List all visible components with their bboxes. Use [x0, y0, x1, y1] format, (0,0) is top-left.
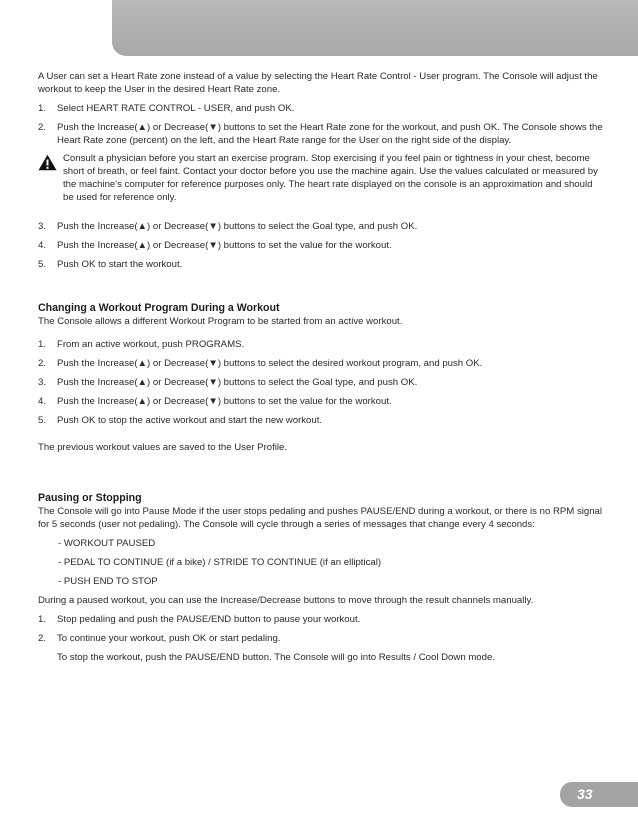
list-text: Push OK to start the workout.: [57, 259, 183, 270]
list-number: 1.: [38, 339, 47, 350]
manual-paragraph: During a paused workout, you can use the Increase/Decrease buttons to move through the result channels manually.: [38, 595, 534, 606]
list-text: Push the Increase(▲) or Decrease(▼) buttons to select the Goal type, and push OK.: [57, 221, 418, 232]
list-item: [38, 632, 604, 645]
message-item: - PUSH END TO STOP: [58, 576, 158, 587]
list-number: 4.: [38, 240, 47, 251]
list-item: [38, 239, 604, 252]
list-text: Push the Increase(▲) or Decrease(▼) buttons to set the value for the workout.: [57, 396, 392, 407]
list-number: 2.: [38, 358, 47, 369]
list-text: Push the Increase(▲) or Decrease(▼) buttons to select the Goal type, and push OK.: [57, 377, 418, 388]
list-text: Select HEART RATE CONTROL - USER, and push OK.: [57, 103, 295, 114]
list-item: [38, 102, 604, 115]
page-content: [38, 70, 604, 664]
list-text: Stop pedaling and push the PAUSE/END button to pause your workout.: [57, 614, 361, 625]
list-item: [38, 395, 604, 408]
list-number: 2.: [38, 633, 47, 644]
list-number: 2.: [38, 122, 47, 133]
list-text: Push OK to stop the active workout and start the new workout.: [57, 415, 323, 426]
list-item: [38, 376, 604, 389]
section-intro: The Console allows a different Workout Program to be started from an active workout.: [38, 316, 403, 327]
section-note: The previous workout values are saved to the User Profile.: [38, 442, 288, 453]
list-item: [38, 258, 604, 271]
section-heading-changing: Changing a Workout Program During a Workout: [38, 302, 280, 314]
list-number: 3.: [38, 221, 47, 232]
warning-box: [38, 152, 604, 204]
header-bar: [112, 0, 638, 56]
list-item: [38, 613, 604, 626]
intro-paragraph: A User can set a Heart Rate zone instead of a value by selecting the Heart Rate Control - User program. The Console will adjust the workout to keep the User in the desired Heart Rate zone.: [38, 71, 598, 95]
list-number: 4.: [38, 396, 47, 407]
list-text: Push the Increase(▲) or Decrease(▼) buttons to select the desired workout program, and push OK.: [57, 358, 483, 369]
list-number: 3.: [38, 377, 47, 388]
list-number: 1.: [38, 103, 47, 114]
list-text: Push the Increase(▲) or Decrease(▼) buttons to set the value for the workout.: [57, 240, 392, 251]
list-item: [38, 220, 604, 233]
list-text: To continue your workout, push OK or start pedaling.: [57, 633, 281, 644]
stop-note: To stop the workout, push the PAUSE/END button. The Console will go into Results / Cool Down mode.: [57, 652, 495, 663]
list-item: [38, 121, 604, 147]
warning-triangle-icon: [38, 152, 63, 204]
list-item: [38, 414, 604, 427]
warning-text: Consult a physician before you start an exercise program. Stop exercising if you feel pain or tightness in your chest, become short of breath, or feel faint. Contact your doctor before you use the machine again. Use the values calculated or measured by the machine's computer for reference purposes only. The heart rate displayed on the console is an approximation and should be used for reference only.: [63, 153, 598, 203]
page-number: 33: [560, 782, 638, 807]
list-number: 1.: [38, 614, 47, 625]
section-intro: The Console will go into Pause Mode if the user stops pedaling and pushes PAUSE/END during a workout, or there is no RPM signal for 5 seconds (user not pedaling). The Console will cycle through a series of messages that change every 4 seconds:: [38, 506, 603, 530]
list-text: Push the Increase(▲) or Decrease(▼) buttons to set the Heart Rate zone for the workout, and push OK. The Console shows the Heart Rate zone (percent) on the left, and the Heart Rate range for the User on the right side of the display.: [57, 122, 603, 146]
list-number: 5.: [38, 415, 47, 426]
list-text: From an active workout, push PROGRAMS.: [57, 339, 245, 350]
list-item: [38, 338, 604, 351]
section-heading-pausing: Pausing or Stopping: [38, 492, 142, 504]
message-item: - WORKOUT PAUSED: [58, 538, 156, 549]
list-item: [38, 357, 604, 370]
list-number: 5.: [38, 259, 47, 270]
message-item: - PEDAL TO CONTINUE (if a bike) / STRIDE TO CONTINUE (if an elliptical): [58, 557, 382, 568]
